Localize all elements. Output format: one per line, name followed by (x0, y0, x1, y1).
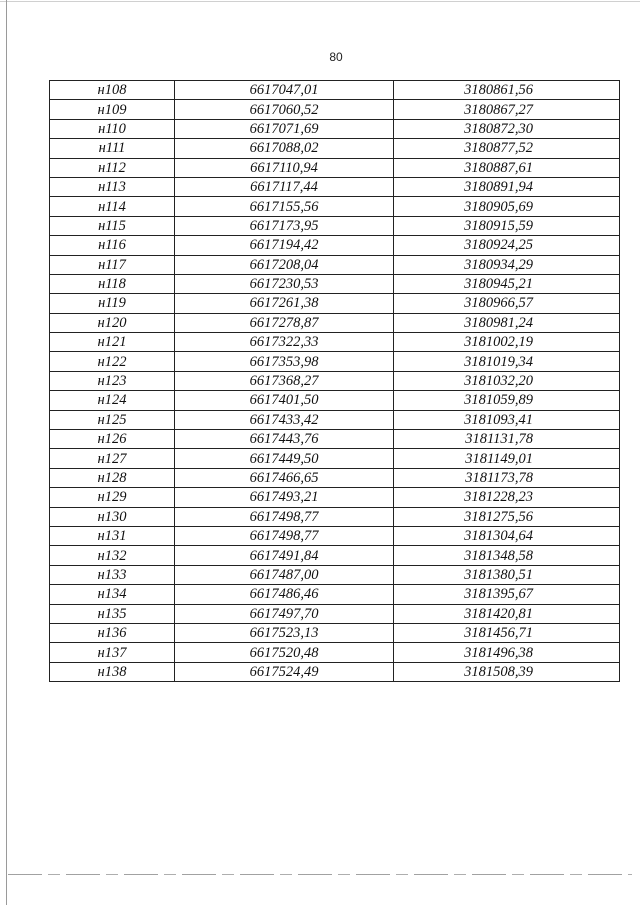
table-row (50, 236, 620, 255)
y-coordinate-cell: 3181059,89 (394, 391, 620, 410)
y-coordinate-cell: 3180872,30 (394, 119, 620, 138)
y-coordinate-cell: 3181456,71 (394, 623, 620, 642)
table-row (50, 507, 620, 526)
point-id-cell: н128 (50, 468, 175, 487)
table-row (50, 255, 620, 274)
coordinates-table (49, 80, 620, 682)
x-coordinate-cell: 6617278,87 (175, 313, 394, 332)
point-id-cell: н115 (50, 216, 175, 235)
y-coordinate-cell: 3180981,24 (394, 313, 620, 332)
point-id-cell: н116 (50, 236, 175, 255)
y-coordinate-cell: 3180891,94 (394, 177, 620, 196)
y-coordinate-cell: 3181275,56 (394, 507, 620, 526)
y-coordinate-cell: 3181149,01 (394, 449, 620, 468)
y-coordinate-cell: 3181380,51 (394, 565, 620, 584)
point-id-cell: н137 (50, 643, 175, 662)
x-coordinate-cell: 6617230,53 (175, 274, 394, 293)
y-coordinate-cell: 3181420,81 (394, 604, 620, 623)
point-id-cell: н124 (50, 391, 175, 410)
y-coordinate-cell: 3181228,23 (394, 488, 620, 507)
coordinates-table-body (50, 81, 620, 682)
point-id-cell: н119 (50, 294, 175, 313)
point-id-cell: н135 (50, 604, 175, 623)
x-coordinate-cell: 6617155,56 (175, 197, 394, 216)
table-row (50, 410, 620, 429)
page-edge-top (0, 1, 640, 2)
table-row (50, 526, 620, 545)
x-coordinate-cell: 6617498,77 (175, 526, 394, 545)
point-id-cell: н131 (50, 526, 175, 545)
table-row (50, 391, 620, 410)
x-coordinate-cell: 6617498,77 (175, 507, 394, 526)
point-id-cell: н126 (50, 430, 175, 449)
table-row (50, 449, 620, 468)
point-id-cell: н125 (50, 410, 175, 429)
x-coordinate-cell: 6617110,94 (175, 158, 394, 177)
x-coordinate-cell: 6617322,33 (175, 333, 394, 352)
y-coordinate-cell: 3180867,27 (394, 100, 620, 119)
x-coordinate-cell: 6617443,76 (175, 430, 394, 449)
y-coordinate-cell: 3181508,39 (394, 662, 620, 681)
y-coordinate-cell: 3181002,19 (394, 333, 620, 352)
y-coordinate-cell: 3181348,58 (394, 546, 620, 565)
x-coordinate-cell: 6617486,46 (175, 585, 394, 604)
point-id-cell: н127 (50, 449, 175, 468)
table-row (50, 158, 620, 177)
y-coordinate-cell: 3180966,57 (394, 294, 620, 313)
y-coordinate-cell: 3181032,20 (394, 371, 620, 390)
y-coordinate-cell: 3181019,34 (394, 352, 620, 371)
point-id-cell: н123 (50, 371, 175, 390)
scan-artifact-line (8, 874, 632, 875)
page-number: 80 (329, 50, 343, 64)
x-coordinate-cell: 6617173,95 (175, 216, 394, 235)
table-row (50, 294, 620, 313)
point-id-cell: н133 (50, 565, 175, 584)
x-coordinate-cell: 6617433,42 (175, 410, 394, 429)
x-coordinate-cell: 6617060,52 (175, 100, 394, 119)
table-row (50, 643, 620, 662)
x-coordinate-cell: 6617491,84 (175, 546, 394, 565)
y-coordinate-cell: 3180877,52 (394, 139, 620, 158)
table-row (50, 352, 620, 371)
table-row (50, 623, 620, 642)
x-coordinate-cell: 6617194,42 (175, 236, 394, 255)
table-row (50, 313, 620, 332)
point-id-cell: н121 (50, 333, 175, 352)
y-coordinate-cell: 3180934,29 (394, 255, 620, 274)
table-row (50, 333, 620, 352)
y-coordinate-cell: 3181496,38 (394, 643, 620, 662)
y-coordinate-cell: 3180924,25 (394, 236, 620, 255)
x-coordinate-cell: 6617261,38 (175, 294, 394, 313)
point-id-cell: н110 (50, 119, 175, 138)
x-coordinate-cell: 6617401,50 (175, 391, 394, 410)
point-id-cell: н108 (50, 81, 175, 100)
y-coordinate-cell: 3180945,21 (394, 274, 620, 293)
table-row (50, 488, 620, 507)
x-coordinate-cell: 6617368,27 (175, 371, 394, 390)
x-coordinate-cell: 6617520,48 (175, 643, 394, 662)
table-row (50, 546, 620, 565)
table-row (50, 662, 620, 681)
x-coordinate-cell: 6617497,70 (175, 604, 394, 623)
table-row (50, 139, 620, 158)
table-row (50, 371, 620, 390)
x-coordinate-cell: 6617523,13 (175, 623, 394, 642)
x-coordinate-cell: 6617117,44 (175, 177, 394, 196)
x-coordinate-cell: 6617208,04 (175, 255, 394, 274)
x-coordinate-cell: 6617466,65 (175, 468, 394, 487)
table-row (50, 468, 620, 487)
table-row (50, 100, 620, 119)
table-row (50, 119, 620, 138)
table-row (50, 197, 620, 216)
y-coordinate-cell: 3180905,69 (394, 197, 620, 216)
x-coordinate-cell: 6617071,69 (175, 119, 394, 138)
point-id-cell: н111 (50, 139, 175, 158)
y-coordinate-cell: 3180887,61 (394, 158, 620, 177)
y-coordinate-cell: 3181395,67 (394, 585, 620, 604)
point-id-cell: н138 (50, 662, 175, 681)
x-coordinate-cell: 6617487,00 (175, 565, 394, 584)
y-coordinate-cell: 3181304,64 (394, 526, 620, 545)
point-id-cell: н112 (50, 158, 175, 177)
table-row (50, 274, 620, 293)
point-id-cell: н134 (50, 585, 175, 604)
table-row (50, 565, 620, 584)
x-coordinate-cell: 6617353,98 (175, 352, 394, 371)
y-coordinate-cell: 3181131,78 (394, 430, 620, 449)
point-id-cell: н118 (50, 274, 175, 293)
y-coordinate-cell: 3180861,56 (394, 81, 620, 100)
table-row (50, 216, 620, 235)
point-id-cell: н117 (50, 255, 175, 274)
y-coordinate-cell: 3180915,59 (394, 216, 620, 235)
y-coordinate-cell: 3181093,41 (394, 410, 620, 429)
point-id-cell: н129 (50, 488, 175, 507)
x-coordinate-cell: 6617047,01 (175, 81, 394, 100)
y-coordinate-cell: 3181173,78 (394, 468, 620, 487)
point-id-cell: н132 (50, 546, 175, 565)
x-coordinate-cell: 6617493,21 (175, 488, 394, 507)
point-id-cell: н114 (50, 197, 175, 216)
point-id-cell: н113 (50, 177, 175, 196)
x-coordinate-cell: 6617449,50 (175, 449, 394, 468)
table-row (50, 430, 620, 449)
point-id-cell: н120 (50, 313, 175, 332)
x-coordinate-cell: 6617524,49 (175, 662, 394, 681)
table-row (50, 177, 620, 196)
point-id-cell: н130 (50, 507, 175, 526)
point-id-cell: н136 (50, 623, 175, 642)
table-row (50, 585, 620, 604)
x-coordinate-cell: 6617088,02 (175, 139, 394, 158)
page-edge-left (6, 0, 7, 905)
point-id-cell: н122 (50, 352, 175, 371)
point-id-cell: н109 (50, 100, 175, 119)
table-row (50, 81, 620, 100)
table-row (50, 604, 620, 623)
